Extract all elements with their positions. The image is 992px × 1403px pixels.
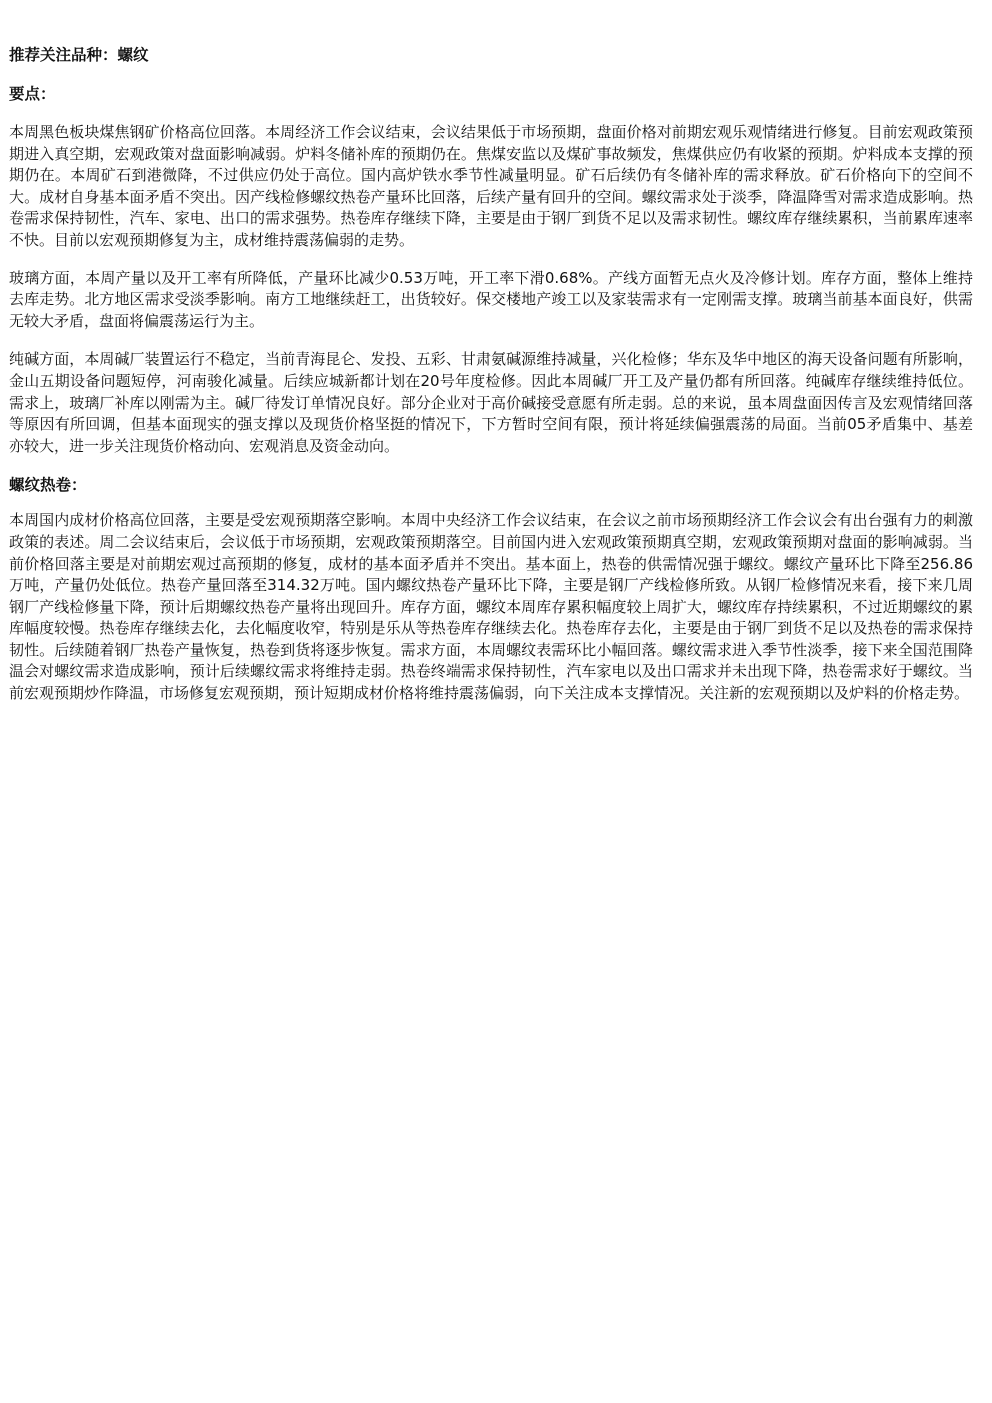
black-sector-paragraph: 本周黑色板块煤焦钢矿价格高位回落。本周经济工作会议结束，会议结果低于市场预期，盘面价格对前期宏观乐观情绪进行修复。目前宏观政策预期进入真空期，宏观政策对盘面影响减弱。炉料冬储补库的预期仍在。焦煤安监以及煤矿事故频发，焦煤供应仍有收紧的预期。炉料成本支撑的预期仍在。本周矿石到港微降，不过供应仍处于高位。国内高炉铁水季节性减量明显。矿石后续仍有冬储补库的需求释放。矿石价格向下的空间不大。成材自身基本面矛盾不突出。因产线检修螺纹热卷产量环比回落，后续产量有回升的空间。螺纹需求处于淡季，降温降雪对需求造成影响。热卷需求保持韧性，汽车、家电、出口的需求强势。热卷库存继续下降，主要是由于钢厂到货不足以及需求韧性。螺纹库存继续累积，当前累库速率不快。目前以宏观预期修复为主，成材维持震荡偏弱的走势。 xyxy=(9,123,973,249)
glass-paragraph: 玻璃方面，本周产量以及开工率有所降低，产量环比减少0.53万吨，开工率下滑0.68%。产线方面暂无点火及冷修计划。库存方面，整体上维持去库走势。北方地区需求受淡季影响。南方工地继续赶工，出货较好。保交楼地产竣工以及家装需求有一定刚需支撑。玻璃当前基本面良好，供需无较大矛盾，盘面将偏震荡运行为主。 xyxy=(9,268,973,330)
recommend-heading: 推荐关注品种：螺纹 xyxy=(9,46,149,64)
report-page xyxy=(9,44,973,705)
rebar-hot-coil-heading: 螺纹热卷： xyxy=(9,476,87,495)
points-heading: 要点： xyxy=(9,85,56,103)
rebar-hot-coil-paragraph: 本周国内成材价格高位回落，主要是受宏观预期落空影响。本周中央经济工作会议结束，在会议之前市场预期经济工作会议会有出台强有力的刺激政策的表述。周二会议结束后，会议低于市场预期，宏观政策预期落空。目前国内进入宏观政策预期真空期，宏观政策预期对盘面的影响减弱。当前价格回落主要是对前期宏观过高预期的修复，成材的基本面矛盾并不突出。基本面上，热卷的供需情况强于螺纹。螺纹产量环比下降至256.86万吨，产量仍处低位。热卷产量回落至314.32万吨。国内螺纹热卷产量环比下降，主要是钢厂产线检修所致。从钢厂检修情况来看，接下来几周钢厂产线检修量下降，预计后期螺纹热卷产量将出现回升。库存方面，螺纹本周库存累积幅度较上周扩大，螺纹库存持续累积，不过近期螺纹的累库幅度较慢。热卷库存继续去化，去化幅度收窄，特别是乐从等热卷库存继续去化。热卷库存去化，主要是由于钢厂到货不足以及热卷的需求保持韧性。后续随着钢厂热卷产量恢复，热卷到货将逐步恢复。需求方面，本周螺纹表需环比小幅回落。螺纹需求进入季节性淡季，接下来全国范围降温会对螺纹需求造成影响，预计后续螺纹需求将维持走弱。热卷终端需求保持韧性，汽车家电以及出口需求并未出现下降，热卷需求好于螺纹。当前宏观预期炒作降温，市场修复宏观预期，预计短期成材价格将维持震荡偏弱，向下关注成本支撑情况。关注新的宏观预期以及炉料的价格走势。 xyxy=(9,511,973,703)
soda-ash-paragraph: 纯碱方面，本周碱厂装置运行不稳定，当前青海昆仑、发投、五彩、甘肃氨碱源维持减量，兴化检修；华东及华中地区的海天设备问题有所影响，金山五期设备问题短停，河南骏化减量。后续应城新都计划在20号年度检修。因此本周碱厂开工及产量仍都有所回落。纯碱库存继续维持低位。需求上，玻璃厂补库以刚需为主。碱厂待发订单情况良好。部分企业对于高价碱接受意愿有所走弱。总的来说，虽本周盘面因传言及宏观情绪回落等原因有所回调，但基本面现实的强支撑以及现货价格坚挺的情况下，下方暂时空间有限，预计将延续偏强震荡的局面。当前05矛盾集中、基差亦较大，进一步关注现货价格动向、宏观消息及资金动向。 xyxy=(9,350,973,455)
